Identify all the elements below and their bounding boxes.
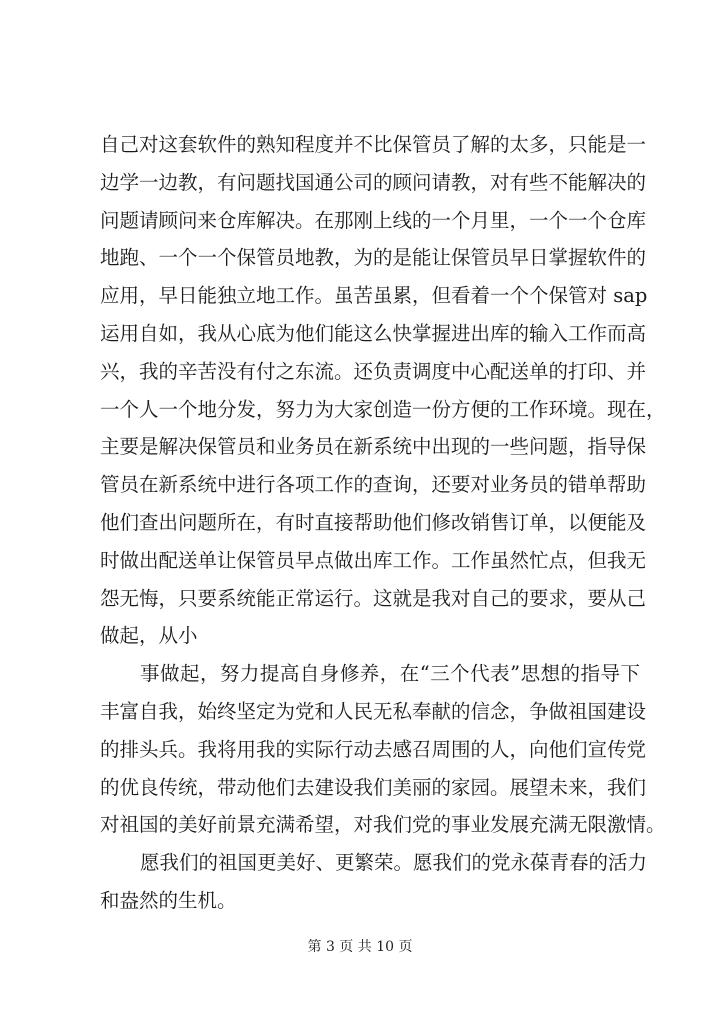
- document-body: [100, 126, 666, 920]
- text-line: 边学一边教，有问题找国通公司的顾问请教，对有些不能解决的: [100, 170, 647, 194]
- text-line: 兴，我的辛苦没有付之东流。还负责调度中心配送单的打印、并: [100, 359, 647, 383]
- text-line: 问题请顾问来仓库解决。在那刚上线的一个月里，一个一个仓库: [100, 208, 647, 232]
- text-line: 怨无悔，只要系统能正常运行。这就是我对自己的要求，要从己: [100, 586, 647, 610]
- paragraph-2: [100, 655, 666, 844]
- text-line: 地跑、一个一个保管员地教，为的是能让保管员早日掌握软件的: [100, 246, 647, 270]
- text-line: 对祖国的美好前景充满希望，对我们党的事业发展充满无限激情。: [100, 813, 666, 837]
- text-line: 一个人一个地分发，努力为大家创造一份方便的工作环境。现在，: [100, 397, 666, 421]
- text-line: 的优良传统，带动他们去建设我们美丽的家园。展望未来，我们: [100, 775, 647, 799]
- text-line: 和盎然的生机。: [100, 888, 237, 912]
- text-line: 做起，从小: [100, 624, 198, 648]
- text-line: 事做起，努力提高自身修养，在“三个代表”思想的指导下: [140, 662, 640, 686]
- text-line: 自己对这套软件的熟知程度并不比保管员了解的太多，只能是一: [100, 133, 647, 156]
- text-line: 丰富自我，始终坚定为党和人民无私奉献的信念，争做祖国建设: [100, 699, 647, 723]
- text-line: 应用，早日能独立地工作。虽苦虽累，但看着一个个保管对 sap: [100, 284, 648, 308]
- text-line: 运用自如，我从心底为他们能这么快掌握进出库的输入工作而高: [100, 321, 647, 345]
- text-line: 的排头兵。我将用我的实际行动去感召周围的人，向他们宣传党: [100, 737, 647, 761]
- page-number: 第 3 页 共 10 页: [307, 939, 413, 955]
- text-line: 主要是解决保管员和业务员在新系统中出现的一些问题，指导保: [100, 435, 647, 459]
- text-line: 愿我们的祖国更美好、更繁荣。愿我们的党永葆青春的活力: [140, 851, 648, 875]
- text-line: 他们查出问题所在，有时直接帮助他们修改销售订单，以便能及: [100, 510, 647, 534]
- paragraph-1: [100, 126, 666, 655]
- text-line: 管员在新系统中进行各项工作的查询，还要对业务员的错单帮助: [100, 473, 647, 497]
- paragraph-3: [100, 844, 648, 920]
- text-line: 时做出配送单让保管员早点做出库工作。工作虽然忙点，但我无: [100, 548, 647, 572]
